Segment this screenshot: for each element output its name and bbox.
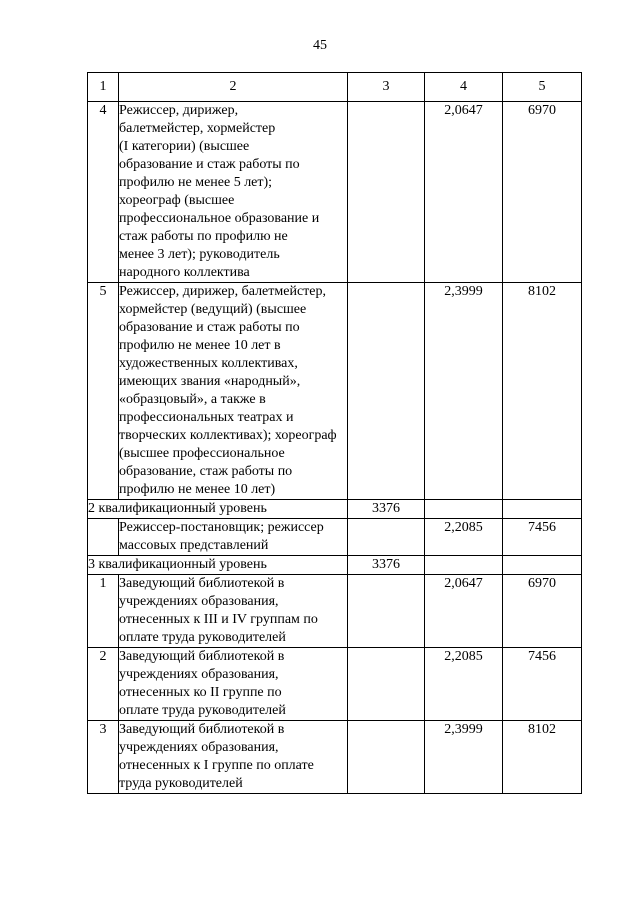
table-row <box>88 575 582 648</box>
base-salary-cell <box>348 648 425 721</box>
header-cell: 1 <box>88 73 119 102</box>
header-cell: 3 <box>348 73 425 102</box>
qualification-level-row <box>88 500 582 519</box>
salary-cell: 6970 <box>503 102 582 283</box>
position-description: Заведующий библиотекой в учреждениях образования, отнесенных к I группе по оплате труда руководителей <box>119 721 348 794</box>
empty-cell <box>425 500 503 519</box>
base-salary-cell <box>348 519 425 556</box>
position-description: Режиссер, дирижер, балетмейстер, хормейстер (I категории) (высшее образование и стаж работы по профилю не менее 5 лет); хореограф (высшее профессиональное образование и стаж работы по профилю не менее 3 лет); руководитель народного коллектива <box>119 102 348 283</box>
position-description: Режиссер, дирижер, балетмейстер, хормейстер (ведущий) (высшее образование и стаж работы по профилю не менее 10 лет в художественных коллективах, имеющих звания «народный», «образцовый», а также в профессиональных театрах и творческих коллективах); хореограф (высшее профессиональное образование, стаж работы по профилю не менее 10 лет) <box>119 283 348 500</box>
coefficient-cell: 2,0647 <box>425 575 503 648</box>
row-number <box>88 519 119 556</box>
coefficient-cell: 2,2085 <box>425 519 503 556</box>
coefficient-cell: 2,3999 <box>425 283 503 500</box>
base-salary-cell <box>348 575 425 648</box>
table-row <box>88 648 582 721</box>
coefficient-cell: 2,0647 <box>425 102 503 283</box>
salary-cell: 8102 <box>503 283 582 500</box>
salary-cell: 8102 <box>503 721 582 794</box>
position-description: Режиссер-постановщик; режиссер массовых представлений <box>119 519 348 556</box>
row-number: 3 <box>88 721 119 794</box>
salary-cell: 6970 <box>503 575 582 648</box>
base-salary-cell <box>348 721 425 794</box>
position-description: Заведующий библиотекой в учреждениях образования, отнесенных к III и IV группам по оплате труда руководителей <box>119 575 348 648</box>
table-row <box>88 721 582 794</box>
page-number: 45 <box>313 38 327 53</box>
coefficient-cell: 2,3999 <box>425 721 503 794</box>
table-header-row <box>88 73 582 102</box>
header-cell: 5 <box>503 73 582 102</box>
qualification-level-label: 2 квалификационный уровень <box>88 500 348 519</box>
header-cell: 4 <box>425 73 503 102</box>
empty-cell <box>503 500 582 519</box>
table-row <box>88 283 582 500</box>
row-number: 5 <box>88 283 119 500</box>
salary-cell: 7456 <box>503 519 582 556</box>
row-number: 1 <box>88 575 119 648</box>
table-row <box>88 102 582 283</box>
coefficient-cell: 2,2085 <box>425 648 503 721</box>
table-row <box>88 519 582 556</box>
empty-cell <box>425 556 503 575</box>
qualification-level-base-salary: 3376 <box>348 500 425 519</box>
row-number: 2 <box>88 648 119 721</box>
qualification-level-label: 3 квалификационный уровень <box>88 556 348 575</box>
empty-cell <box>503 556 582 575</box>
base-salary-cell <box>348 283 425 500</box>
position-description: Заведующий библиотекой в учреждениях образования, отнесенных ко II группе по оплате труда руководителей <box>119 648 348 721</box>
qualification-level-row <box>88 556 582 575</box>
base-salary-cell <box>348 102 425 283</box>
header-cell: 2 <box>119 73 348 102</box>
salary-table <box>87 72 582 794</box>
row-number: 4 <box>88 102 119 283</box>
qualification-level-base-salary: 3376 <box>348 556 425 575</box>
salary-cell: 7456 <box>503 648 582 721</box>
